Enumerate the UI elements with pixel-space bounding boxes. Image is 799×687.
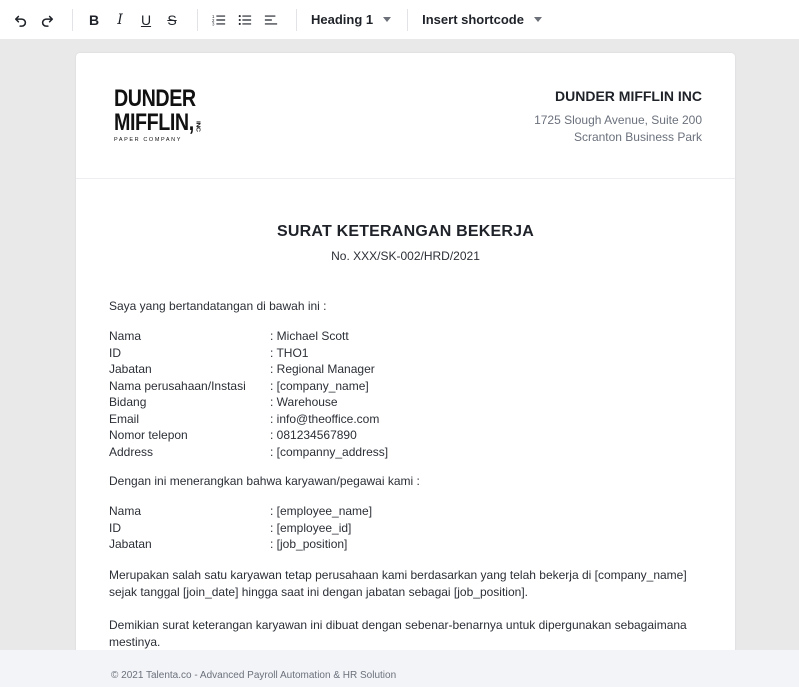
detail-row xyxy=(109,328,702,345)
bold-button[interactable]: B xyxy=(88,11,100,28)
document-page[interactable] xyxy=(76,53,735,687)
signer-details xyxy=(109,328,702,460)
body-paragraph: Merupakan salah satu karyawan tetap perusahaan kami berdasarkan yang telah bekerja di [company_name] sejak tanggal [join_date] hingga saat ini dengan jabatan sebagai [job_position]. xyxy=(109,567,687,599)
shortcode-select-label: Insert shortcode xyxy=(422,12,524,27)
logo-line-1: DUNDER xyxy=(114,85,196,112)
toolbar-divider xyxy=(296,9,297,31)
field-label: ID xyxy=(109,520,121,535)
align-left-icon[interactable] xyxy=(260,9,282,31)
field-value: : Warehouse xyxy=(270,394,338,411)
detail-row xyxy=(109,411,702,428)
footer-copyright: © 2021 Talenta.co - Advanced Payroll Automation & HR Solution xyxy=(111,670,397,681)
insert-shortcode-select[interactable] xyxy=(418,12,546,27)
field-label: Nomor telepon xyxy=(109,428,188,442)
field-value: : THO1 xyxy=(270,345,308,362)
toolbar-divider xyxy=(72,9,73,31)
field-label: Nama perusahaan/Instasi xyxy=(109,378,246,393)
field-label: Nama xyxy=(109,504,142,518)
detail-row xyxy=(109,536,702,553)
field-value: : 081234567890 xyxy=(270,427,357,444)
field-value: : Michael Scott xyxy=(270,328,349,345)
field-value: : [companny_address] xyxy=(270,444,388,461)
field-value: : Regional Manager xyxy=(270,361,375,378)
field-label: Address xyxy=(109,444,154,459)
field-label: Jabatan xyxy=(109,537,152,551)
closing-paragraph: Demikian surat keterangan karyawan ini dibuat dengan sebenar-benarnya untuk dipergunakan sebagaimana mestinya. xyxy=(109,617,687,649)
address-line-1: 1725 Slough Avenue, Suite 200 xyxy=(534,113,702,127)
italic-button[interactable]: I xyxy=(117,11,123,28)
field-label: Email xyxy=(109,411,140,426)
field-value: : info@theoffice.com xyxy=(270,411,379,428)
underline-button[interactable]: U xyxy=(140,11,152,28)
undo-icon[interactable] xyxy=(10,9,32,31)
company-logo xyxy=(114,87,206,143)
employee-details xyxy=(109,503,702,553)
footer xyxy=(0,650,799,687)
detail-row xyxy=(109,427,702,444)
field-value: : [company_name] xyxy=(270,378,369,395)
document-title: SURAT KETERANGAN BEKERJA xyxy=(277,223,534,240)
ordered-list-icon[interactable] xyxy=(208,9,230,31)
company-info xyxy=(534,88,702,146)
intro-paragraph: Saya yang bertandatangan di bawah ini : xyxy=(109,299,327,313)
field-label: Jabatan xyxy=(109,362,152,376)
strikethrough-button[interactable]: S xyxy=(167,11,177,28)
field-label: Nama xyxy=(109,329,142,343)
detail-row xyxy=(109,503,702,520)
logo-inc: INC xyxy=(194,121,201,132)
document-number: No. XXX/SK-002/HRD/2021 xyxy=(331,249,480,263)
logo-line-2 xyxy=(114,109,201,136)
detail-row xyxy=(109,378,702,395)
bullet-list-icon[interactable] xyxy=(234,9,256,31)
svg-text:2: 2 xyxy=(212,17,215,23)
heading-select-label: Heading 1 xyxy=(311,12,374,27)
field-label: ID xyxy=(109,345,121,360)
field-value: : [employee_name] xyxy=(270,503,372,520)
heading-select[interactable] xyxy=(307,12,395,27)
logo-line-2-text: MIFFLIN, xyxy=(114,109,194,136)
chevron-down-icon xyxy=(383,17,391,22)
statement-paragraph: Dengan ini menerangkan bahwa karyawan/pegawai kami : xyxy=(109,474,420,488)
address-line-2: Scranton Business Park xyxy=(573,130,702,144)
field-value: : [employee_id] xyxy=(270,520,351,537)
field-label: Bidang xyxy=(109,395,147,409)
svg-text:1: 1 xyxy=(212,13,215,19)
logo-tagline: PAPER COMPANY xyxy=(114,137,182,143)
letterhead xyxy=(76,53,735,179)
company-name: DUNDER MIFFLIN INC xyxy=(555,88,702,104)
chevron-down-icon xyxy=(534,17,542,22)
detail-row xyxy=(109,361,702,378)
redo-icon[interactable] xyxy=(36,9,58,31)
detail-row xyxy=(109,394,702,411)
toolbar-divider xyxy=(407,9,408,31)
field-value: : [job_position] xyxy=(270,536,347,553)
document-body[interactable] xyxy=(76,179,735,651)
detail-row xyxy=(109,444,702,461)
detail-row xyxy=(109,520,702,537)
svg-text:3: 3 xyxy=(212,21,215,27)
detail-row xyxy=(109,345,702,362)
editor-toolbar xyxy=(0,0,799,39)
toolbar-divider xyxy=(197,9,198,31)
